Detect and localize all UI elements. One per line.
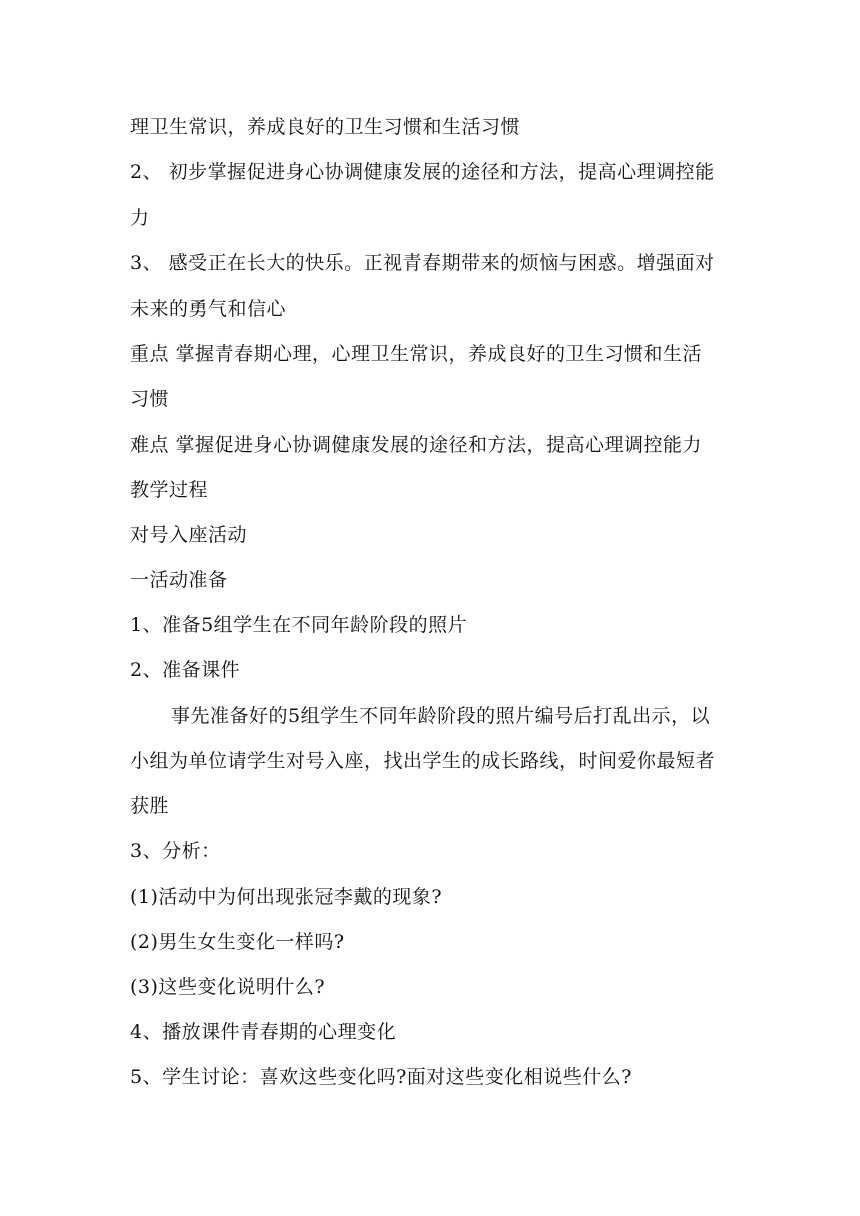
text-line: 一活动准备	[130, 569, 228, 591]
text-line: 重点 掌握青春期心理，心理卫生常识，养成良好的卫生习惯和生活	[130, 343, 703, 365]
paragraph-line: 事先准备好的5组学生不同年龄阶段的照片编号后打乱出示，以	[171, 705, 711, 727]
text-line: 习惯	[130, 388, 170, 410]
text-line: 难点 掌握促进身心协调健康发展的途径和方法，提高心理调控能力	[130, 434, 703, 456]
question-item: (1)活动中为何出现张冠李戴的现象?	[130, 886, 443, 908]
list-item: 4、播放课件青春期的心理变化	[130, 1021, 397, 1043]
text-line: 2、 初步掌握促进身心协调健康发展的途径和方法，提高心理调控能	[130, 161, 715, 183]
text-line: 未来的勇气和信心	[130, 298, 287, 320]
text-line: 力	[130, 207, 150, 229]
list-item: 1、准备5组学生在不同年龄阶段的照片	[130, 614, 468, 636]
paragraph-line: 小组为单位请学生对号入座，找出学生的成长路线，时间爱你最短者	[130, 750, 716, 772]
section-heading: 教学过程	[130, 479, 209, 501]
question-item: (3)这些变化说明什么?	[130, 976, 326, 998]
question-item: (2)男生女生变化一样吗?	[130, 931, 345, 953]
list-item: 2、准备课件	[130, 659, 241, 681]
section-heading: 对号入座活动	[130, 524, 248, 546]
list-item: 3、分析：	[130, 840, 221, 862]
paragraph-line: 获胜	[130, 795, 170, 817]
list-item: 5、学生讨论：喜欢这些变化吗?面对这些变化相说些什么?	[130, 1066, 632, 1088]
text-line: 理卫生常识，养成良好的卫生习惯和生活习惯	[130, 116, 521, 138]
text-line: 3、 感受正在长大的快乐。正视青春期带来的烦恼与困惑。增强面对	[130, 252, 715, 274]
